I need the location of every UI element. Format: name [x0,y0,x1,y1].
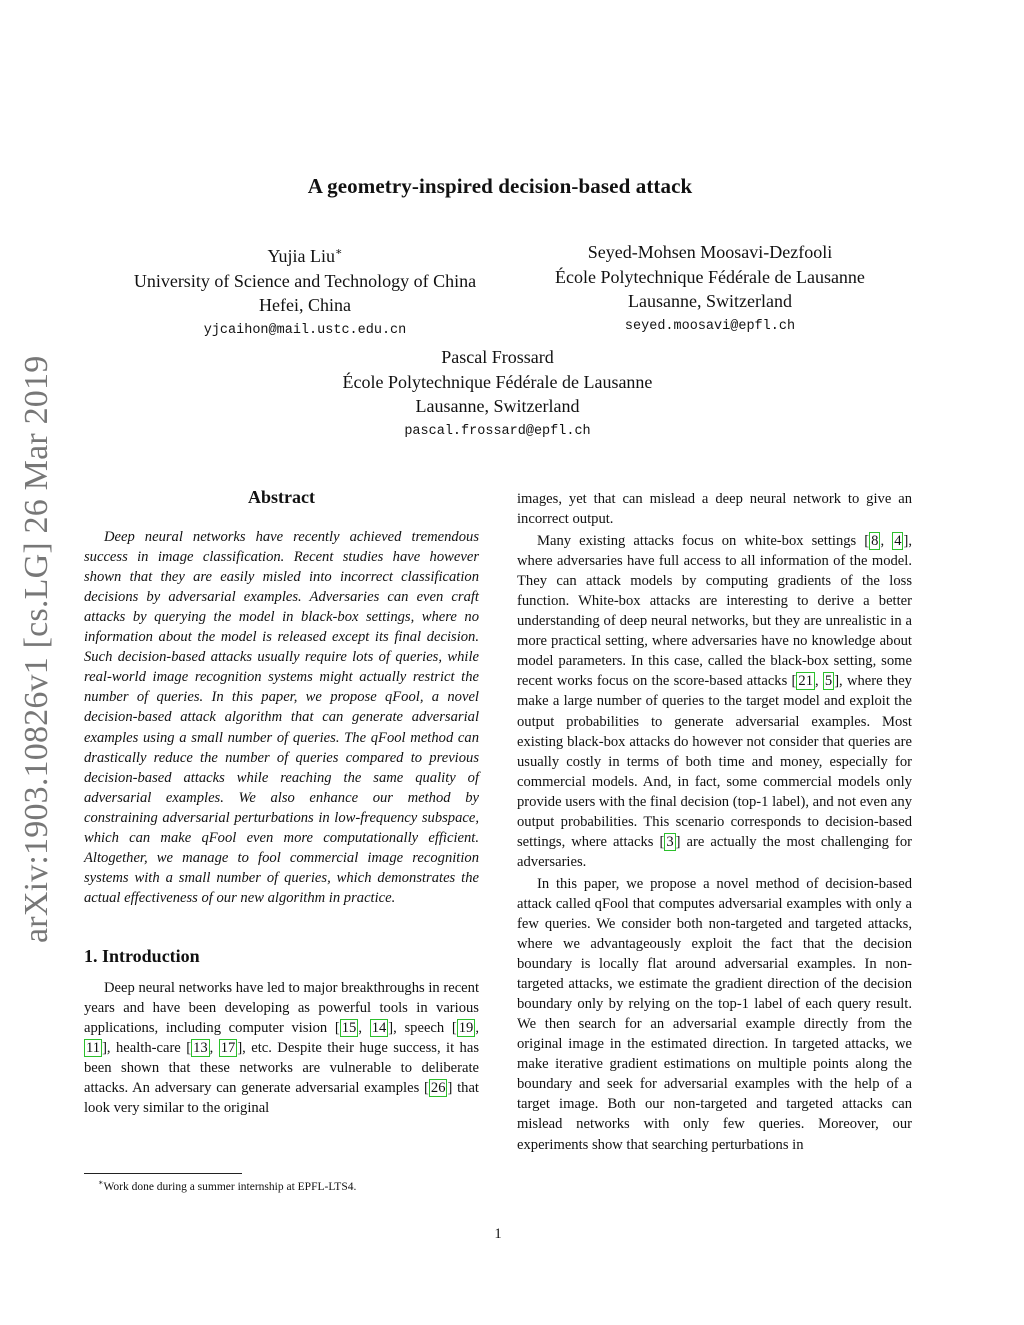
citation-link[interactable]: 8 [871,533,879,550]
citation-link[interactable]: 21 [798,673,813,690]
author-name: Seyed-Mohsen Moosavi-Dezfooli [587,242,833,262]
citation-link[interactable]: 17 [220,1040,236,1057]
author-location: Lausanne, Switzerland [628,291,792,311]
citation-link[interactable]: 14 [371,1020,387,1037]
footnote-text: Work done during a summer internship at EPFL-LTS4. [103,1180,357,1193]
abstract-text: Deep neural networks have recently achieved tremendous success in image classification. Recent studies have however shown that they are easily misled into incorrect classification decisions by adversarial examples. Adversaries can even craft attacks by querying the model in black-box settings, where no information about the model is released except its final decision. Such decision-based attacks usually require lots of queries, while real-world image recognition systems might actually restrict the number of queries. In this paper, we propose qFool, a novel decision-based attack algorithm that can generate adversarial examples using a small number of queries. The qFool method can drastically reduce the number of queries compared to previous decision-based attacks while reaching the same quality of adversarial examples. We also enhance our method by constraining adversarial perturbations in low-frequency subspace, which can make qFool even more computationally efficient. Altogether, we manage to fool commercial image recognition systems with a small number of queries, which demonstrates the actual effectiveness of our new algorithm in practice. [84,529,479,906]
intro-continuation: images, yet that can mislead a deep neural network to give an incorrect output. [517,491,912,528]
abstract-heading: Abstract [248,487,315,507]
citation-link[interactable]: 3 [666,833,674,850]
paper-title: A geometry-inspired decision-based attack [307,174,693,198]
author-footnote-mark: ∗ [335,246,343,258]
author-location: Hefei, China [259,295,351,315]
citation-link[interactable]: 5 [824,673,833,690]
related-work-paragraph: Many existing attacks focus on white-box settings [ 8 , 4 ], where adversaries have full access to all information of the model. They can attack models by computing gradients of the loss function. White-box attacks are interesting to derive a better understanding of deep neural networks, but they are unrealistic in a more practical setting, where adversaries have no knowledge about model parameters. In this case, called the black-box setting, some recent works focus on the score-based attacks [ 21 , 5 ], where they make a large number of queries to the target model and exploit the output probabilities to generate adversarial examples. Most existing black-box attacks do however not consider that queries are usually costly in terms of both time and money, especially for commercial models. And, in fact, some commercial models only provide users with the final decision (top-1 label), and not even any output probabilities. This scenario corresponds to decision-based settings, where attacks [ 3 ] are actually the most challenging for adversaries. [517,533,912,870]
author-block-2 [500,240,920,340]
author-location: Lausanne, Switzerland [415,396,580,416]
left-column [84,487,479,1118]
citation-link[interactable]: 11 [86,1040,101,1057]
author-affiliation: École Polytechnique Fédérale de Lausanne [342,371,653,392]
citation-link[interactable]: 4 [894,533,902,550]
citation-link[interactable]: 26 [430,1080,446,1097]
page-number: 1 [494,1226,502,1242]
author-name: Pascal Frossard [441,347,554,367]
author-email: seyed.moosavi@epfl.ch [624,318,796,334]
author-block-1 [100,240,510,344]
contribution-paragraph: In this paper, we propose a novel method of decision-based attack called qFool that computes adversarial examples with only a few queries. We consider both non-targeted and targeted attacks, where we advantageously exploit the fact that the decision boundary is locally flat around adversarial examples. In non-targeted attacks, we estimate the gradient direction of the decision boundary only by relying on the top-1 label of each query result. We then search for an adversarial example directly from the original image in the estimated direction. In targeted attacks, we make iterative gradient estimations on multiple points along the boundary and seek for adversarial examples with the help of a target image. Both our non-targeted and targeted attacks can mislead networks with only few queries. Moreover, our experiments show that searching perturbations in [517,875,912,1153]
author-block-3 [290,345,705,445]
footnote-rule [84,1173,242,1174]
author-name: Yujia Liu [267,246,335,266]
footnote [98,1178,356,1193]
author-email: pascal.frossard@epfl.ch [404,423,591,439]
introduction-heading: 1. Introduction [84,945,200,966]
intro-paragraph: Deep neural networks have led to major breakthroughs in recent years and have been developing as powerful tools in various applications, including computer vision [ 15 , 14 ], speech [ 19 , 11 ], health-care [ 13 , 17 ], etc. Despite their huge success, it has been shown that these networks are vulnerable to deliberate attacks. An adversary can generate adversarial examples [ 26 ] that look very similar to the original [84,979,480,1117]
arxiv-stamp: arXiv:1903.10826v1 [cs.LG] 26 Mar 2019 [18,355,55,944]
footnote-mark: ∗ [98,1178,104,1187]
citation-link[interactable]: 19 [458,1020,474,1037]
author-email: yjcaihon@mail.ustc.edu.cn [203,322,407,338]
citation-link[interactable]: 15 [341,1020,357,1037]
author-affiliation: University of Science and Technology of China [133,270,477,291]
author-affiliation: École Polytechnique Fédérale de Lausanne [555,266,865,287]
citation-link[interactable]: 13 [193,1040,208,1057]
right-column [517,489,912,1155]
